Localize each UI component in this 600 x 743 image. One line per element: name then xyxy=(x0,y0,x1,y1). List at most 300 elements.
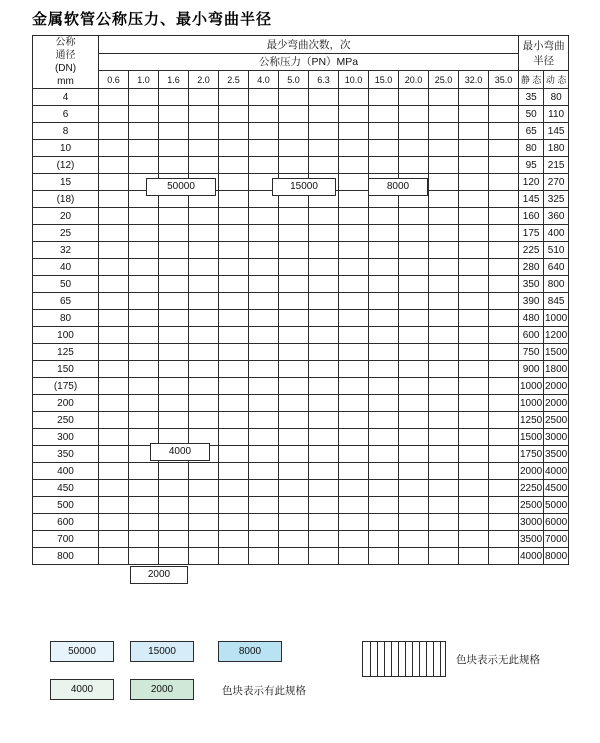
cell-spec-7-1 xyxy=(129,208,159,225)
cell-spec-27-9 xyxy=(369,548,399,565)
cell-spec-12-5 xyxy=(249,293,279,310)
cell-dn: 4 xyxy=(33,89,99,106)
cell-spec-13-9 xyxy=(369,310,399,327)
cell-spec-13-0 xyxy=(99,310,129,327)
cell-spec-8-7 xyxy=(309,225,339,242)
cell-spec-25-10 xyxy=(399,514,429,531)
cell-spec-5-4 xyxy=(219,174,249,191)
cell-spec-8-2 xyxy=(159,225,189,242)
cell-spec-2-11 xyxy=(429,123,459,140)
cell-spec-17-12 xyxy=(459,378,489,395)
cell-spec-15-12 xyxy=(459,344,489,361)
cell-spec-23-11 xyxy=(429,480,459,497)
cell-dynamic-radius: 4000 xyxy=(544,463,569,480)
cell-dn: 20 xyxy=(33,208,99,225)
cell-spec-9-5 xyxy=(249,242,279,259)
cell-spec-3-11 xyxy=(429,140,459,157)
cell-spec-27-1 xyxy=(129,548,159,565)
cell-spec-2-6 xyxy=(279,123,309,140)
cell-spec-7-8 xyxy=(339,208,369,225)
table-row xyxy=(33,361,569,378)
cell-static-radius: 900 xyxy=(519,361,544,378)
chip-15000: 15000 xyxy=(272,178,336,196)
cell-spec-26-7 xyxy=(309,531,339,548)
cell-spec-5-11 xyxy=(429,174,459,191)
cell-static-radius: 2250 xyxy=(519,480,544,497)
cell-spec-21-4 xyxy=(219,446,249,463)
cell-spec-15-7 xyxy=(309,344,339,361)
cell-spec-4-2 xyxy=(159,157,189,174)
cell-dynamic-radius: 1500 xyxy=(544,344,569,361)
cell-spec-20-8 xyxy=(339,429,369,446)
cell-spec-11-6 xyxy=(279,276,309,293)
cell-spec-19-7 xyxy=(309,412,339,429)
header-pn-2: 1.6 xyxy=(159,71,189,89)
cell-spec-18-2 xyxy=(159,395,189,412)
chip-50000: 50000 xyxy=(146,178,216,196)
cell-dn: 65 xyxy=(33,293,99,310)
cell-dn: 450 xyxy=(33,480,99,497)
table-row xyxy=(33,276,569,293)
cell-spec-3-6 xyxy=(279,140,309,157)
header-bend-times: 最少弯曲次数，次 xyxy=(99,36,519,54)
header-pn-5: 4.0 xyxy=(249,71,279,89)
header-pn-9: 15.0 xyxy=(369,71,399,89)
cell-static-radius: 2500 xyxy=(519,497,544,514)
table-row xyxy=(33,531,569,548)
cell-spec-5-13 xyxy=(489,174,519,191)
cell-spec-10-0 xyxy=(99,259,129,276)
cell-spec-8-3 xyxy=(189,225,219,242)
cell-spec-1-2 xyxy=(159,106,189,123)
cell-spec-3-7 xyxy=(309,140,339,157)
cell-static-radius: 95 xyxy=(519,157,544,174)
cell-spec-10-7 xyxy=(309,259,339,276)
header-dn-line-0: 公称 xyxy=(55,37,76,48)
cell-spec-16-2 xyxy=(159,361,189,378)
cell-spec-26-6 xyxy=(279,531,309,548)
cell-spec-18-5 xyxy=(249,395,279,412)
cell-spec-7-9 xyxy=(369,208,399,225)
cell-dn: 15 xyxy=(33,174,99,191)
cell-spec-3-5 xyxy=(249,140,279,157)
cell-spec-14-6 xyxy=(279,327,309,344)
cell-spec-7-5 xyxy=(249,208,279,225)
cell-spec-20-12 xyxy=(459,429,489,446)
cell-dn: 6 xyxy=(33,106,99,123)
cell-spec-13-8 xyxy=(339,310,369,327)
cell-spec-6-4 xyxy=(219,191,249,208)
cell-spec-13-12 xyxy=(459,310,489,327)
cell-spec-9-12 xyxy=(459,242,489,259)
cell-spec-25-12 xyxy=(459,514,489,531)
cell-spec-7-7 xyxy=(309,208,339,225)
cell-spec-27-7 xyxy=(309,548,339,565)
cell-spec-14-12 xyxy=(459,327,489,344)
cell-spec-6-13 xyxy=(489,191,519,208)
cell-spec-4-4 xyxy=(219,157,249,174)
cell-spec-7-0 xyxy=(99,208,129,225)
cell-spec-23-2 xyxy=(159,480,189,497)
cell-spec-22-7 xyxy=(309,463,339,480)
cell-spec-14-7 xyxy=(309,327,339,344)
cell-spec-16-5 xyxy=(249,361,279,378)
cell-dn: 350 xyxy=(33,446,99,463)
cell-spec-12-6 xyxy=(279,293,309,310)
cell-dn: 80 xyxy=(33,310,99,327)
cell-spec-19-10 xyxy=(399,412,429,429)
cell-spec-15-0 xyxy=(99,344,129,361)
cell-spec-18-13 xyxy=(489,395,519,412)
cell-spec-10-13 xyxy=(489,259,519,276)
cell-spec-16-1 xyxy=(129,361,159,378)
cell-spec-1-6 xyxy=(279,106,309,123)
cell-spec-24-7 xyxy=(309,497,339,514)
cell-spec-13-13 xyxy=(489,310,519,327)
cell-spec-18-10 xyxy=(399,395,429,412)
cell-spec-1-12 xyxy=(459,106,489,123)
cell-spec-21-5 xyxy=(249,446,279,463)
cell-spec-3-3 xyxy=(189,140,219,157)
cell-spec-0-5 xyxy=(249,89,279,106)
cell-spec-1-0 xyxy=(99,106,129,123)
cell-spec-2-10 xyxy=(399,123,429,140)
cell-spec-26-8 xyxy=(339,531,369,548)
cell-static-radius: 1750 xyxy=(519,446,544,463)
cell-spec-14-10 xyxy=(399,327,429,344)
cell-spec-10-5 xyxy=(249,259,279,276)
cell-dynamic-radius: 360 xyxy=(544,208,569,225)
table-row xyxy=(33,208,569,225)
cell-spec-22-1 xyxy=(129,463,159,480)
cell-spec-20-5 xyxy=(249,429,279,446)
cell-spec-27-0 xyxy=(99,548,129,565)
cell-spec-10-8 xyxy=(339,259,369,276)
cell-spec-10-2 xyxy=(159,259,189,276)
cell-spec-25-1 xyxy=(129,514,159,531)
cell-spec-5-12 xyxy=(459,174,489,191)
legend-hatch-note: 色块表示无此规格 xyxy=(456,654,540,666)
cell-spec-12-3 xyxy=(189,293,219,310)
cell-spec-11-8 xyxy=(339,276,369,293)
cell-spec-27-11 xyxy=(429,548,459,565)
cell-dynamic-radius: 8000 xyxy=(544,548,569,565)
chip-4000: 4000 xyxy=(150,443,210,461)
cell-spec-17-11 xyxy=(429,378,459,395)
cell-spec-16-9 xyxy=(369,361,399,378)
cell-spec-9-1 xyxy=(129,242,159,259)
cell-dn: 50 xyxy=(33,276,99,293)
cell-spec-15-13 xyxy=(489,344,519,361)
cell-spec-14-0 xyxy=(99,327,129,344)
cell-dn: 300 xyxy=(33,429,99,446)
cell-spec-4-7 xyxy=(309,157,339,174)
cell-spec-17-1 xyxy=(129,378,159,395)
cell-spec-9-8 xyxy=(339,242,369,259)
cell-spec-14-2 xyxy=(159,327,189,344)
cell-spec-27-8 xyxy=(339,548,369,565)
cell-static-radius: 350 xyxy=(519,276,544,293)
cell-spec-14-5 xyxy=(249,327,279,344)
cell-static-radius: 160 xyxy=(519,208,544,225)
cell-spec-12-10 xyxy=(399,293,429,310)
cell-spec-17-9 xyxy=(369,378,399,395)
cell-dynamic-radius: 270 xyxy=(544,174,569,191)
cell-dn: 125 xyxy=(33,344,99,361)
cell-spec-1-4 xyxy=(219,106,249,123)
cell-spec-18-1 xyxy=(129,395,159,412)
cell-spec-24-8 xyxy=(339,497,369,514)
cell-dynamic-radius: 1800 xyxy=(544,361,569,378)
cell-spec-22-4 xyxy=(219,463,249,480)
cell-static-radius: 1000 xyxy=(519,395,544,412)
cell-static-radius: 225 xyxy=(519,242,544,259)
cell-spec-0-10 xyxy=(399,89,429,106)
table-row xyxy=(33,497,569,514)
table-row xyxy=(33,225,569,242)
cell-spec-13-7 xyxy=(309,310,339,327)
cell-spec-10-10 xyxy=(399,259,429,276)
cell-spec-7-6 xyxy=(279,208,309,225)
cell-spec-1-3 xyxy=(189,106,219,123)
header-pn-11: 25.0 xyxy=(429,71,459,89)
cell-spec-22-13 xyxy=(489,463,519,480)
cell-spec-3-8 xyxy=(339,140,369,157)
cell-dynamic-radius: 145 xyxy=(544,123,569,140)
cell-dynamic-radius: 215 xyxy=(544,157,569,174)
cell-spec-15-5 xyxy=(249,344,279,361)
header-dn-line-2: (DN) xyxy=(54,63,77,74)
cell-spec-13-11 xyxy=(429,310,459,327)
cell-spec-27-6 xyxy=(279,548,309,565)
cell-dynamic-radius: 1200 xyxy=(544,327,569,344)
cell-spec-13-6 xyxy=(279,310,309,327)
cell-spec-3-13 xyxy=(489,140,519,157)
cell-spec-15-3 xyxy=(189,344,219,361)
cell-dynamic-radius: 180 xyxy=(544,140,569,157)
cell-spec-21-7 xyxy=(309,446,339,463)
cell-spec-14-3 xyxy=(189,327,219,344)
cell-dynamic-radius: 80 xyxy=(544,89,569,106)
cell-spec-4-8 xyxy=(339,157,369,174)
cell-spec-25-11 xyxy=(429,514,459,531)
cell-dynamic-radius: 400 xyxy=(544,225,569,242)
cell-static-radius: 390 xyxy=(519,293,544,310)
cell-spec-24-13 xyxy=(489,497,519,514)
cell-spec-17-8 xyxy=(339,378,369,395)
cell-spec-16-13 xyxy=(489,361,519,378)
legend-chip-4000: 4000 xyxy=(50,679,114,700)
cell-spec-20-10 xyxy=(399,429,429,446)
cell-spec-10-11 xyxy=(429,259,459,276)
cell-spec-7-3 xyxy=(189,208,219,225)
cell-spec-19-0 xyxy=(99,412,129,429)
spec-table-body xyxy=(33,36,569,565)
cell-spec-6-0 xyxy=(99,191,129,208)
cell-spec-23-6 xyxy=(279,480,309,497)
cell-spec-4-1 xyxy=(129,157,159,174)
header-pn-13: 35.0 xyxy=(489,71,519,89)
cell-spec-7-12 xyxy=(459,208,489,225)
cell-spec-16-3 xyxy=(189,361,219,378)
cell-spec-0-8 xyxy=(339,89,369,106)
legend-chip-8000: 8000 xyxy=(218,641,282,662)
cell-static-radius: 4000 xyxy=(519,548,544,565)
cell-spec-1-7 xyxy=(309,106,339,123)
cell-spec-2-4 xyxy=(219,123,249,140)
cell-spec-26-10 xyxy=(399,531,429,548)
table-row xyxy=(33,259,569,276)
cell-spec-24-5 xyxy=(249,497,279,514)
table-row xyxy=(33,480,569,497)
table-row xyxy=(33,514,569,531)
cell-spec-0-0 xyxy=(99,89,129,106)
cell-spec-23-10 xyxy=(399,480,429,497)
cell-spec-15-4 xyxy=(219,344,249,361)
header-min-radius: 最小弯曲半径 xyxy=(519,36,569,71)
cell-static-radius: 1250 xyxy=(519,412,544,429)
cell-spec-19-8 xyxy=(339,412,369,429)
cell-dn: 800 xyxy=(33,548,99,565)
cell-spec-8-4 xyxy=(219,225,249,242)
cell-spec-26-0 xyxy=(99,531,129,548)
cell-static-radius: 120 xyxy=(519,174,544,191)
cell-spec-4-0 xyxy=(99,157,129,174)
cell-spec-16-0 xyxy=(99,361,129,378)
cell-spec-17-5 xyxy=(249,378,279,395)
cell-dn: 600 xyxy=(33,514,99,531)
cell-spec-19-9 xyxy=(369,412,399,429)
table-row xyxy=(33,293,569,310)
cell-spec-21-13 xyxy=(489,446,519,463)
cell-spec-22-3 xyxy=(189,463,219,480)
cell-spec-3-1 xyxy=(129,140,159,157)
cell-spec-22-5 xyxy=(249,463,279,480)
cell-spec-18-8 xyxy=(339,395,369,412)
cell-spec-0-3 xyxy=(189,89,219,106)
cell-spec-0-7 xyxy=(309,89,339,106)
cell-spec-9-13 xyxy=(489,242,519,259)
cell-dynamic-radius: 510 xyxy=(544,242,569,259)
table-row xyxy=(33,378,569,395)
cell-spec-26-11 xyxy=(429,531,459,548)
cell-spec-12-9 xyxy=(369,293,399,310)
cell-spec-16-7 xyxy=(309,361,339,378)
cell-spec-2-5 xyxy=(249,123,279,140)
cell-spec-21-6 xyxy=(279,446,309,463)
cell-spec-4-5 xyxy=(249,157,279,174)
cell-dynamic-radius: 2000 xyxy=(544,395,569,412)
cell-spec-16-4 xyxy=(219,361,249,378)
cell-spec-18-0 xyxy=(99,395,129,412)
cell-dynamic-radius: 7000 xyxy=(544,531,569,548)
cell-spec-3-0 xyxy=(99,140,129,157)
cell-spec-1-9 xyxy=(369,106,399,123)
table-row xyxy=(33,89,569,106)
cell-spec-1-13 xyxy=(489,106,519,123)
cell-spec-27-12 xyxy=(459,548,489,565)
cell-spec-4-6 xyxy=(279,157,309,174)
cell-spec-8-12 xyxy=(459,225,489,242)
cell-spec-22-6 xyxy=(279,463,309,480)
cell-static-radius: 50 xyxy=(519,106,544,123)
cell-static-radius: 1500 xyxy=(519,429,544,446)
cell-spec-26-1 xyxy=(129,531,159,548)
cell-static-radius: 145 xyxy=(519,191,544,208)
cell-spec-23-1 xyxy=(129,480,159,497)
cell-spec-10-12 xyxy=(459,259,489,276)
cell-spec-10-3 xyxy=(189,259,219,276)
cell-spec-1-1 xyxy=(129,106,159,123)
header-pn-10: 20.0 xyxy=(399,71,429,89)
cell-spec-2-2 xyxy=(159,123,189,140)
table-row xyxy=(33,310,569,327)
cell-spec-12-7 xyxy=(309,293,339,310)
header-row-2 xyxy=(33,53,569,71)
cell-spec-2-9 xyxy=(369,123,399,140)
cell-spec-21-11 xyxy=(429,446,459,463)
cell-spec-25-0 xyxy=(99,514,129,531)
cell-spec-15-9 xyxy=(369,344,399,361)
cell-spec-9-6 xyxy=(279,242,309,259)
cell-spec-3-10 xyxy=(399,140,429,157)
cell-spec-15-1 xyxy=(129,344,159,361)
cell-spec-23-8 xyxy=(339,480,369,497)
cell-spec-8-5 xyxy=(249,225,279,242)
table-row xyxy=(33,157,569,174)
cell-spec-9-3 xyxy=(189,242,219,259)
cell-static-radius: 750 xyxy=(519,344,544,361)
cell-spec-21-10 xyxy=(399,446,429,463)
cell-dynamic-radius: 2500 xyxy=(544,412,569,429)
cell-spec-9-4 xyxy=(219,242,249,259)
cell-spec-7-2 xyxy=(159,208,189,225)
cell-spec-8-6 xyxy=(279,225,309,242)
cell-spec-17-6 xyxy=(279,378,309,395)
cell-spec-10-9 xyxy=(369,259,399,276)
cell-spec-2-8 xyxy=(339,123,369,140)
cell-spec-12-2 xyxy=(159,293,189,310)
legend-color-note: 色块表示有此规格 xyxy=(222,685,306,697)
cell-dynamic-radius: 110 xyxy=(544,106,569,123)
cell-spec-17-13 xyxy=(489,378,519,395)
cell-spec-25-5 xyxy=(249,514,279,531)
cell-spec-11-5 xyxy=(249,276,279,293)
cell-spec-24-2 xyxy=(159,497,189,514)
cell-dn: 500 xyxy=(33,497,99,514)
spec-table xyxy=(32,35,569,565)
cell-spec-11-7 xyxy=(309,276,339,293)
cell-spec-26-2 xyxy=(159,531,189,548)
cell-spec-27-4 xyxy=(219,548,249,565)
cell-static-radius: 480 xyxy=(519,310,544,327)
cell-spec-0-6 xyxy=(279,89,309,106)
cell-spec-23-7 xyxy=(309,480,339,497)
cell-spec-2-7 xyxy=(309,123,339,140)
cell-dynamic-radius: 1000 xyxy=(544,310,569,327)
cell-spec-0-12 xyxy=(459,89,489,106)
cell-spec-0-9 xyxy=(369,89,399,106)
cell-spec-13-1 xyxy=(129,310,159,327)
cell-spec-11-0 xyxy=(99,276,129,293)
cell-dynamic-radius: 640 xyxy=(544,259,569,276)
cell-dynamic-radius: 800 xyxy=(544,276,569,293)
cell-spec-11-3 xyxy=(189,276,219,293)
cell-spec-2-1 xyxy=(129,123,159,140)
cell-spec-9-7 xyxy=(309,242,339,259)
table-row xyxy=(33,106,569,123)
cell-spec-15-11 xyxy=(429,344,459,361)
